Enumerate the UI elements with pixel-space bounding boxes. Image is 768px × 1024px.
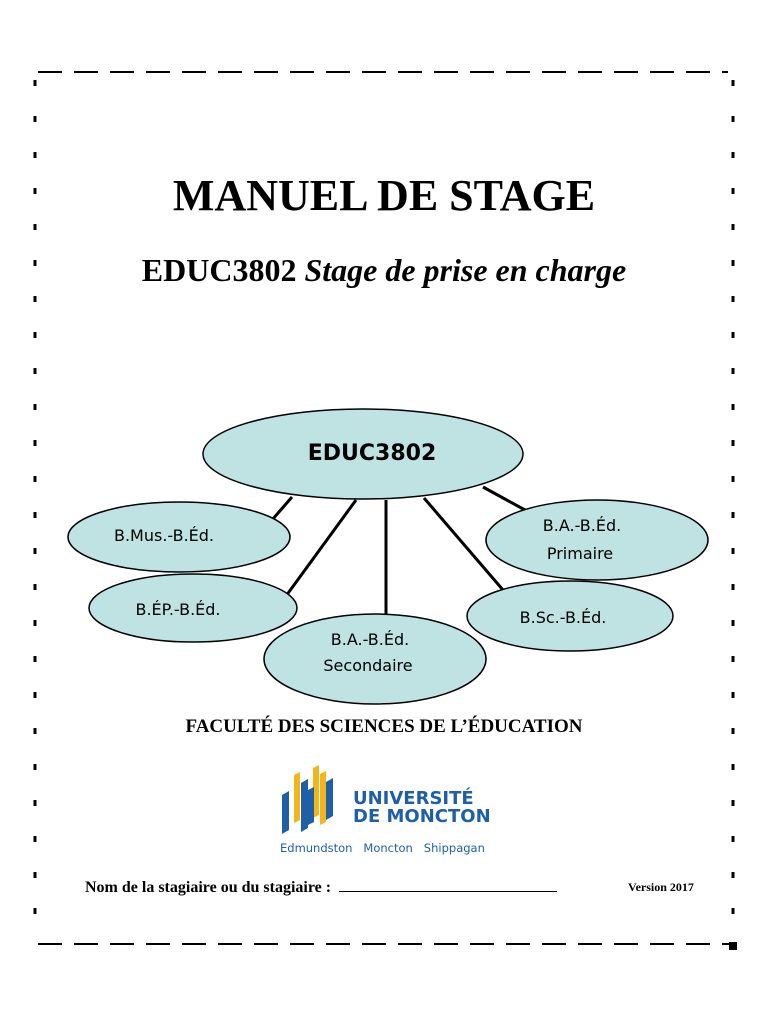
trainee-name-label: Nom de la stagiaire ou du stagiaire : <box>85 879 332 896</box>
faculty-name: FACULTÉ DES SCIENCES DE L’ÉDUCATION <box>185 716 583 737</box>
node-ba-prim <box>486 500 708 580</box>
trainee-name-line <box>85 877 557 897</box>
universite-de-moncton-logo <box>272 758 512 858</box>
label-ba-sec-2: Secondaire <box>323 656 413 675</box>
logo-mark-icon <box>282 765 333 834</box>
logo-line-1: UNIVERSITÉ <box>353 788 474 809</box>
trainee-name-blank <box>339 877 557 892</box>
label-bmus: B.Mus.-B.Éd. <box>113 526 215 545</box>
version-label: Version 2017 <box>628 880 694 894</box>
center-label: EDUC3802 <box>307 441 437 466</box>
label-ba-prim-1: B.A.-B.Éd. <box>542 516 622 535</box>
connector-bep <box>286 500 356 596</box>
label-ba-prim-2: Primaire <box>546 544 614 563</box>
connector-bmus <box>272 497 292 520</box>
program-diagram <box>0 400 768 720</box>
course-subtitle <box>0 252 768 289</box>
connector-ba-prim <box>483 487 525 510</box>
label-bep: B.ÉP.-B.Éd. <box>135 600 221 619</box>
logo-line-2: DE MONCTON <box>353 806 491 827</box>
manual-title: MANUEL DE STAGE <box>172 171 596 220</box>
course-name: Stage de prise en charge <box>304 252 627 288</box>
course-code: EDUC3802 <box>141 252 297 288</box>
logo-campuses: Edmundston Moncton Shippagan <box>280 841 485 855</box>
label-bsc: B.Sc.-B.Éd. <box>519 608 607 627</box>
label-ba-sec-1: B.A.-B.Éd. <box>330 630 410 649</box>
